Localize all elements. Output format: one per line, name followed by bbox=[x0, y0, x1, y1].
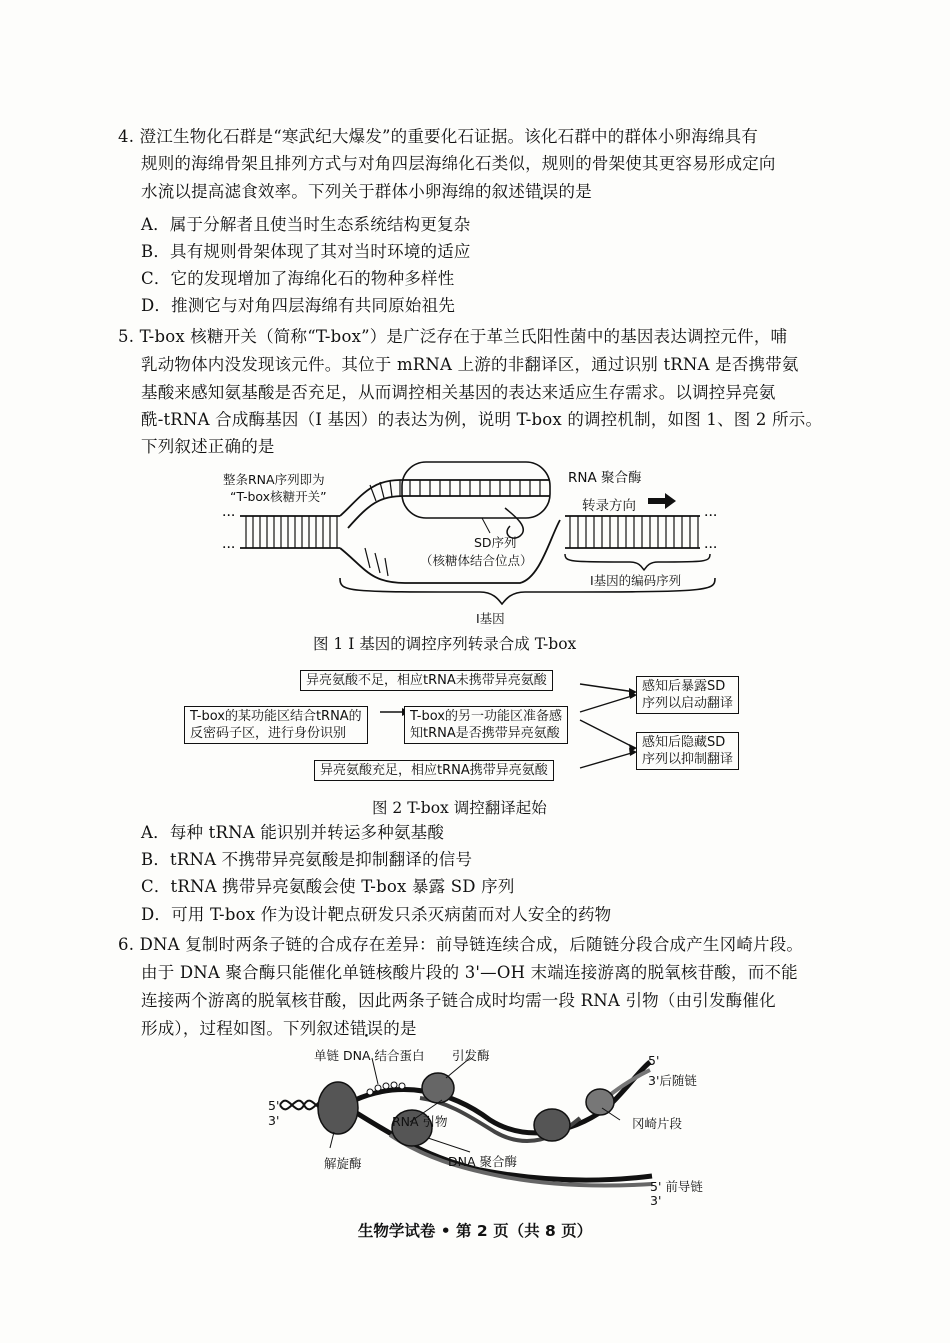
q6-emphasis: 错误 bbox=[349, 1019, 384, 1038]
fig3-label-3-lead: 3' bbox=[650, 1193, 662, 1208]
dots-right-top: ··· bbox=[704, 508, 718, 524]
fig2-box-hide bbox=[636, 732, 739, 770]
fig3-label-ssb: 单链 DNA 结合蛋白 bbox=[314, 1048, 425, 1063]
fig1-label-sd: SD序列 bbox=[474, 535, 517, 550]
q6-stem-line-2: 由于 DNA 聚合酶只能催化单链核酸片段的 3'—OH 末端连接游离的脱氧核苷酸，而不能 bbox=[141, 963, 798, 982]
q5-option-a: A．每种 tRNA 能识别并转运多种氨基酸 bbox=[141, 823, 445, 842]
rna-polymerase-shape bbox=[402, 462, 550, 518]
fig1-label-direction: 转录方向 bbox=[582, 498, 636, 514]
fig3-label-5a: 5' bbox=[648, 1053, 660, 1068]
q4-option-b: B．具有规则骨架体现了其对当时环境的适应 bbox=[141, 242, 471, 261]
dots-left-bottom: ··· bbox=[222, 540, 236, 556]
q4-stem-text: 水流以提高滤食效率。下列关于群体小卵海绵的叙述 bbox=[141, 182, 526, 201]
fig3-label-helicase: 解旋酶 bbox=[324, 1156, 362, 1171]
lagging-polymerase-shape bbox=[534, 1109, 570, 1141]
q4-option-d: D．推测它与对角四层海绵有共同原始祖先 bbox=[141, 296, 456, 315]
fig2-box-identify bbox=[184, 706, 368, 744]
fig3-label-polymerase: DNA 聚合酶 bbox=[448, 1154, 518, 1169]
base-pairs-left bbox=[246, 516, 337, 548]
fig3-label-5-lead: 5' 前导链 bbox=[650, 1179, 703, 1194]
fig1-label-gene: I基因 bbox=[476, 611, 505, 626]
fig2-box-expose-line-2: 序列以启动翻译 bbox=[642, 696, 734, 711]
direction-arrow-icon bbox=[648, 493, 676, 509]
fig1-label-rna-seq: 整条RNA序列即为 bbox=[223, 472, 325, 487]
figure-1-caption: 图 1 I 基因的调控序列转录合成 T-box bbox=[313, 635, 577, 653]
page-footer: 生物学试卷 • 第 2 页（共 8 页） bbox=[357, 1222, 593, 1240]
q4-option-a: A．属于分解者且使当时生态系统结构更复杂 bbox=[141, 215, 471, 234]
fig1-label-tbox: “T-box核糖开关” bbox=[230, 489, 327, 504]
fig1-label-coding: I基因的编码序列 bbox=[590, 573, 682, 588]
q4-emphasis: 错误 bbox=[525, 182, 559, 201]
primase-shape bbox=[422, 1073, 454, 1103]
q4-stem-line-1: 4. 澄江生物化石群是“寒武纪大爆发”的重要化石证据。该化石群中的群体小卵海绵具有 bbox=[118, 127, 759, 146]
fig2-box-expose-line-1: 感知后暴露SD bbox=[642, 679, 726, 694]
fig2-box-insufficient: 异亮氨酸不足，相应tRNA未携带异亮氨酸 bbox=[300, 670, 553, 691]
fig2-box-identify-line-1: T-box的某功能区结合tRNA的 bbox=[190, 709, 362, 724]
fig1-label-polymerase: RNA 聚合酶 bbox=[568, 470, 642, 486]
base-pairs-right bbox=[570, 516, 698, 548]
fig3-label-lagging: 3'后随链 bbox=[648, 1073, 697, 1088]
rna-hybrid-lines bbox=[370, 480, 540, 501]
q6-stem-text: 形成），过程如图。下列叙述 bbox=[141, 1019, 350, 1038]
fig3-label-3-left: 3' bbox=[268, 1113, 280, 1128]
q6-stem-line-1: 6. DNA 复制时两条子链的合成存在差异：前导链连续合成，后随链分段合成产生冈崎片段。 bbox=[118, 935, 804, 954]
fig1-label-ribosome: （核糖体结合位点） bbox=[420, 553, 533, 568]
q4-stem-tail: 的是 bbox=[558, 182, 592, 201]
q5-stem-line-2: 乳动物体内没发现该元件。其位于 mRNA 上游的非翻译区，通过识别 tRNA 是否携带氨 bbox=[141, 355, 799, 374]
fig2-box-identify-line-2: 反密码子区，进行身份识别 bbox=[190, 726, 347, 741]
helicase-shape bbox=[318, 1082, 358, 1134]
fig2-box-sense-line-1: T-box的另一功能区准备感 bbox=[410, 709, 562, 724]
fig2-box-hide-line-2: 序列以抑制翻译 bbox=[642, 752, 734, 767]
q5-option-d: D．可用 T-box 作为设计靶点研发只杀灭病菌而对人安全的药物 bbox=[141, 905, 612, 924]
q4-option-c: C．它的发现增加了海绵化石的物种多样性 bbox=[141, 269, 455, 288]
fig2-box-sense-line-2: 知tRNA是否携带异亮氨酸 bbox=[410, 726, 560, 741]
fig2-box-sufficient: 异亮氨酸充足，相应tRNA携带异亮氨酸 bbox=[314, 760, 554, 781]
coding-brace bbox=[565, 554, 710, 570]
q6-stem-tail: 的是 bbox=[383, 1019, 417, 1038]
fig2-box-sense bbox=[404, 706, 568, 744]
q6-stem-line-3: 连接两个游离的脱氧核苷酸，因此两条子链合成时均需一段 RNA 引物（由引发酶催化 bbox=[141, 991, 776, 1010]
q6-stem-line-4 bbox=[141, 1018, 417, 1040]
fig3-label-5-left: 5' bbox=[268, 1098, 280, 1113]
q5-option-c: C．tRNA 携带异亮氨酸会使 T-box 暴露 SD 序列 bbox=[141, 877, 515, 896]
fig2-box-hide-line-1: 感知后隐藏SD bbox=[642, 735, 726, 750]
fig2-box-expose bbox=[636, 676, 739, 714]
q5-stem-line-5: 下列叙述正确的是 bbox=[141, 437, 275, 456]
fig3-label-primer: RNA 引物 bbox=[392, 1114, 448, 1129]
q5-stem-line-4: 酰-tRNA 合成酶基因（I 基因）的表达为例，说明 T-box 的调控机制，如图 1、图 2 所示。 bbox=[141, 410, 823, 429]
dots-left-top: ··· bbox=[222, 508, 236, 524]
q4-stem-line-3 bbox=[141, 181, 592, 203]
q5-option-b: B．tRNA 不携带异亮氨酸是抑制翻译的信号 bbox=[141, 850, 473, 869]
fig3-label-okazaki: 冈崎片段 bbox=[632, 1116, 683, 1131]
dots-right-bottom: ··· bbox=[704, 540, 718, 556]
fig3-label-primase: 引发酶 bbox=[452, 1048, 490, 1063]
q5-stem-line-1: 5. T-box 核糖开关（简称“T-box”）是广泛存在于革兰氏阳性菌中的基因表达调控元件，哺 bbox=[118, 327, 788, 346]
q5-stem-line-3: 基酸来感知氨基酸是否充足，从而调控相关基因的表达来适应生存需求。以调控异亮氨 bbox=[141, 383, 776, 402]
q4-stem-line-2: 规则的海绵骨架且排列方式与对角四层海绵化石类似，规则的骨架使其更容易形成定向 bbox=[141, 154, 776, 173]
figure-2-caption: 图 2 T-box 调控翻译起始 bbox=[372, 799, 547, 817]
